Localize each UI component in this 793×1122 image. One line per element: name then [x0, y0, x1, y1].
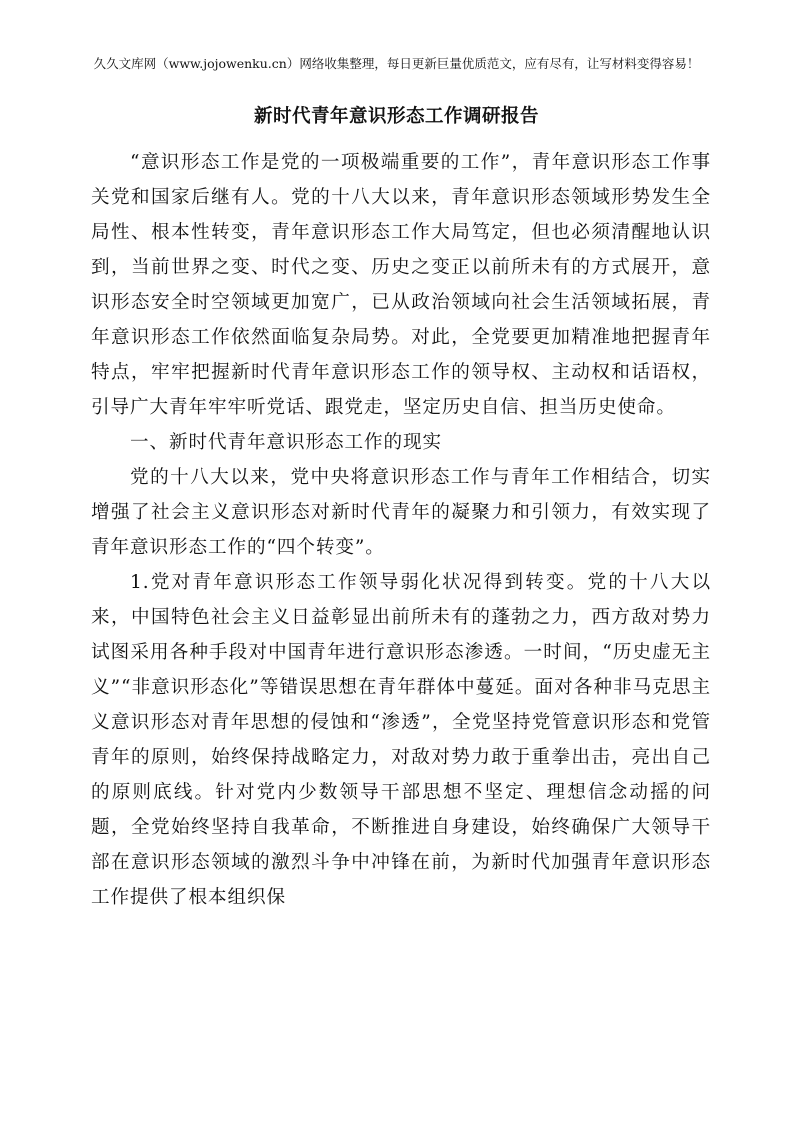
point-one-paragraph: 1.党对青年意识形态工作领导弱化状况得到转变。党的十八大以来，中国特色社会主义日益彰显出前所未有的蓬勃之力，西方敌对势力试图采用各种手段对中国青年进行意识形态渗透。一时间，“历史虚无主义”“非意识形态化”等错误思想在青年群体中蔓延。面对各种非马克思主义意识形态对青年思想的侵蚀和“渗透”，全党坚持党管意识形态和党管青年的原则，始终保持战略定力，对敌对势力敢于重拳出击，亮出自己的原则底线。针对党内少数领导干部思想不坚定、理想信念动摇的问题，全党始终坚持自我革命，不断推进自身建设，始终确保广大领导干部在意识形态领域的激烈斗争中冲锋在前，为新时代加强青年意识形态工作提供了根本组织保 — [91, 572, 712, 908]
section-heading: 一、新时代青年意识形态工作的现实 — [130, 432, 442, 453]
section-paragraph: 党的十八大以来，党中央将意识形态工作与青年工作相结合，切实增强了社会主义意识形态对新时代青年的凝聚力和引领力，有效实现了青年意识形态工作的“四个转变”。 — [91, 467, 711, 558]
intro-paragraph: “意识形态工作是党的一项极端重要的工作”，青年意识形态工作事关党和国家后继有人。党的十八大以来，青年意识形态领域形势发生全局性、根本性转变，青年意识形态工作大局笃定，但也必须清醒地认识到，当前世界之变、时代之变、历史之变正以前所未有的方式展开，意识形态安全时空领域更加宽广，已从政治领域向社会生活领域拓展，青年意识形态工作依然面临复杂局势。对此，全党要更加精准地把握青年特点，牢牢把握新时代青年意识形态工作的领导权、主动权和话语权，引导广大青年牢牢听党话、跟党走，坚定历史自信、担当历史使命。 — [91, 152, 711, 418]
document-body — [91, 145, 711, 915]
document-title: 新时代青年意识形态工作调研报告 — [253, 106, 539, 127]
header-banner: 久久文库网（www.jojowenku.cn）网络收集整理，每日更新巨量优质范文，应有尽有，让写材料变得容易！ — [93, 56, 700, 71]
